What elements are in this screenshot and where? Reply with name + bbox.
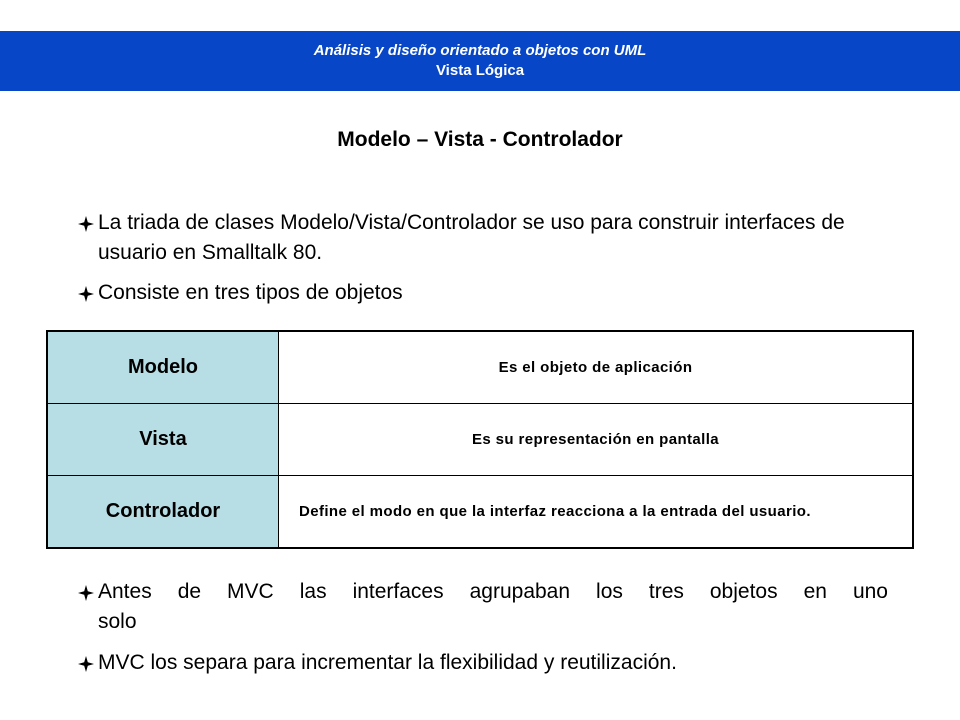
bullet-text: La triada de clases Modelo/Vista/Controlador se uso para construir interfaces de usuario en Smalltalk 80. [98,211,845,264]
course-title: Análisis y diseño orientado a objetos con UML [313,42,647,59]
bullet-item [78,577,888,637]
four-point-star-bullet-icon [78,208,96,268]
four-point-star-bullet-icon [78,577,96,637]
bullet-item [78,648,898,678]
bullet-text-line: solo [98,610,137,633]
bullet-text: MVC los separa para incrementar la flexibilidad y reutilización. [98,651,677,674]
four-point-star-bullet-icon [78,648,96,678]
bullet-item [78,278,898,308]
row-description: Es el objeto de aplicación [279,331,914,403]
bullet-text: Consiste en tres tipos de objetos [98,281,403,304]
row-description: Define el modo en que la interfaz reacciona a la entrada del usuario. [279,476,914,548]
table-row [47,476,913,548]
row-label-modelo: Modelo [47,331,279,403]
section-subtitle: Vista Lógica [435,62,525,79]
row-description: Es su representación en pantalla [279,403,914,475]
slide-title: Modelo – Vista - Controlador [337,128,623,151]
table-row [47,403,913,475]
bullet-text-line: Antes de MVC las interfaces agrupaban los tres objetos en uno [98,580,888,603]
slide-header [0,31,960,91]
mvc-table [46,330,914,549]
row-label-vista: Vista [47,403,279,475]
bullet-item [78,208,898,268]
row-label-controlador: Controlador [47,476,279,548]
four-point-star-bullet-icon [78,278,96,308]
bullet-text [98,577,888,637]
table-row [47,331,913,403]
